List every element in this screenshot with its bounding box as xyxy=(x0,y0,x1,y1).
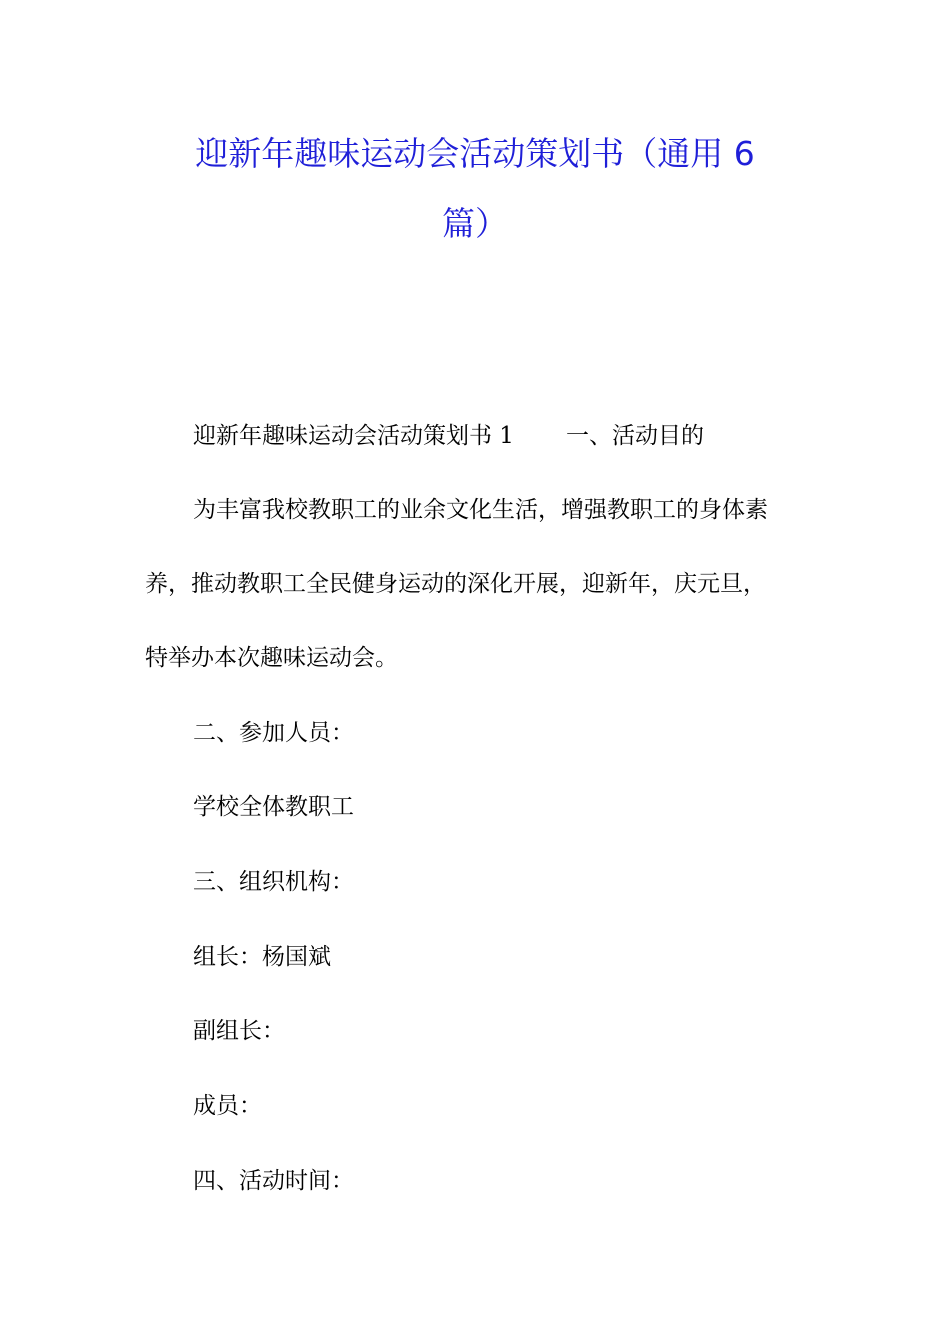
paragraph-purpose-line-2: 养，推动教职工全民健身运动的深化开展，迎新年，庆元旦， xyxy=(145,571,766,597)
section-heading-time: 四、活动时间： xyxy=(193,1168,354,1194)
section-heading-participants: 二、参加人员： xyxy=(193,720,354,746)
section-heading-purpose: 一、活动目的 xyxy=(565,423,704,449)
plan-heading: 迎新年趣味运动会活动策划书 1 xyxy=(193,423,514,449)
paragraph-leader: 组长：杨国斌 xyxy=(193,944,331,970)
paragraph-participants: 学校全体教职工 xyxy=(193,794,354,820)
document-title-line-1: 迎新年趣味运动会活动策划书（通用 6 xyxy=(195,134,755,173)
paragraph-heading-line xyxy=(193,418,810,454)
paragraph-deputy-leader: 副组长： xyxy=(193,1018,285,1044)
document-title-line-2: 篇） xyxy=(442,204,508,243)
paragraph-members: 成员： xyxy=(193,1093,262,1119)
section-heading-organization: 三、组织机构： xyxy=(193,869,354,895)
paragraph-purpose-line-3: 特举办本次趣味运动会。 xyxy=(145,645,398,671)
paragraph-purpose-line-1: 为丰富我校教职工的业余文化生活，增强教职工的身体素 xyxy=(193,497,768,523)
